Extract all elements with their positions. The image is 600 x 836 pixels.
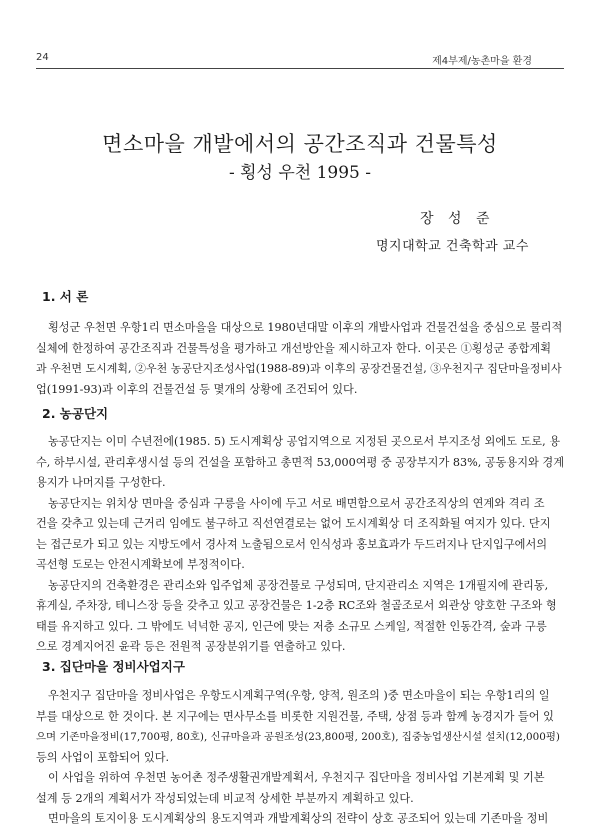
section-heading-village-renewal: 3. 집단마을 정비사업지구 — [42, 659, 185, 674]
page-number: 24 — [36, 52, 49, 63]
text-line: 등의 사업이 포함되어 있다. — [36, 750, 170, 764]
text-line: 농공단지의 건축환경은 관리소와 입주업체 공장건물로 구성되며, 단지관리소 지역은 1개필지에 관리동, — [48, 578, 549, 592]
text-line: 건을 갖추고 있는데 근거리 임에도 불구하고 직선연결로는 없어 도시계획상 더 조직화될 여지가 있다. 단지 — [36, 517, 551, 530]
section-label: 제4부제/농촌마을 환경 — [432, 56, 532, 67]
text-line: 부를 대상으로 한 것이다. 본 지구에는 면사무소를 비롯한 지원건물, 주택, 상점 등과 함께 농경지가 들어 있 — [36, 709, 554, 723]
text-line: 실체에 한정하여 공간조직과 건물특성을 평가하고 개선방안을 제시하고자 한다. 이곳은 ①횡성군 종합계획 — [36, 341, 552, 355]
author-affiliation: 명지대학교 건축학과 교수 — [376, 239, 529, 254]
text-line: 과 우천면 도시계획, ②우천 농공단지조성사업(1988-89)과 이후의 공장건물건설, ③우천지구 집단마을정비사 — [36, 362, 562, 375]
section-body-village-renewal — [36, 686, 568, 830]
section-heading-introduction: 1. 서 론 — [42, 289, 89, 304]
section-body-industrial-complex — [36, 432, 568, 658]
text-line: 는 접근로가 되고 있는 지방도에서 경사져 노출됨으로서 인식성과 홍보효과가 두드러지나 단지입구에서의 — [36, 537, 548, 551]
section-heading-industrial-complex: 2. 농공단지 — [42, 406, 109, 421]
text-line: 으로 경계지어진 윤곽 등은 전원적 공장분위기를 연출하고 있다. — [36, 640, 346, 653]
text-line: 설계 등 2개의 계획서가 작성되었는데 비교적 상세한 부분까지 계획하고 있다. — [36, 791, 414, 805]
text-line: 으며 기존마을정비(17,700평, 80호), 신규마을과 공원조성(23,800평, 200호), 집중농업생산시설 설치(12,000평) — [36, 731, 560, 743]
article-subtitle: - 횡성 우천 1995 - — [228, 163, 372, 183]
section-body-introduction — [36, 318, 568, 400]
text-line: 농공단지는 위치상 면마을 중심과 구릉을 사이에 두고 서로 배면함으로서 공간조직상의 연계와 격리 조 — [48, 496, 545, 510]
text-line: 휴게실, 주차장, 테니스장 등을 갖추고 있고 공장건물은 1-2층 RC조와 철골조로서 외관상 양호한 구조와 형 — [36, 599, 557, 612]
text-line: 수, 하부시설, 관리후생시설 등의 건설을 포함하고 총면적 53,000여평 중 공장부지가 83%, 공동용지와 경계 — [36, 455, 565, 469]
text-line: 업(1991-93)과 이후의 건물건설 등 몇개의 상황에 조건되어 있다. — [36, 382, 358, 396]
author-name: 장 성 준 — [420, 211, 490, 227]
text-line: 용지가 나머지를 구성한다. — [36, 476, 166, 489]
text-line: 면마을의 토지이용 도시계획상의 용도지역과 개발계획상의 전략이 상호 공조되어 있는데 기존마을 정비 — [48, 812, 549, 825]
text-line: 이 사업을 위하여 우천면 농어촌 정주생활권개발계획서, 우천지구 집단마을 정비사업 기본계획 및 기본 — [48, 771, 545, 784]
text-line: 우천지구 집단마을 정비사업은 우항도시계획구역(우항, 양적, 원조의 )중 면소마을이 되는 우항1리의 일 — [48, 689, 550, 702]
text-line: 횡성군 우천면 우항1리 면소마을을 대상으로 1980년대말 이후의 개발사업과 건물건설을 중심으로 물리적 — [48, 321, 563, 334]
text-line: 농공단지는 이미 수년전에(1985. 5) 도시계획상 공업지역으로 지정된 곳으로서 부지조성 외에도 도로, 용 — [48, 435, 561, 448]
article-title: 면소마을 개발에서의 공간조직과 건물특성 — [102, 132, 498, 156]
header-divider — [36, 68, 564, 69]
text-line: 곡선형 도로는 안전시계확보에 부정적이다. — [36, 558, 245, 571]
running-header — [36, 52, 564, 68]
text-line: 태를 유지하고 있다. 그 밖에도 넉넉한 공지, 인근에 맞는 저층 소규모 스케일, 적절한 인동간격, 숲과 구릉 — [36, 619, 547, 633]
